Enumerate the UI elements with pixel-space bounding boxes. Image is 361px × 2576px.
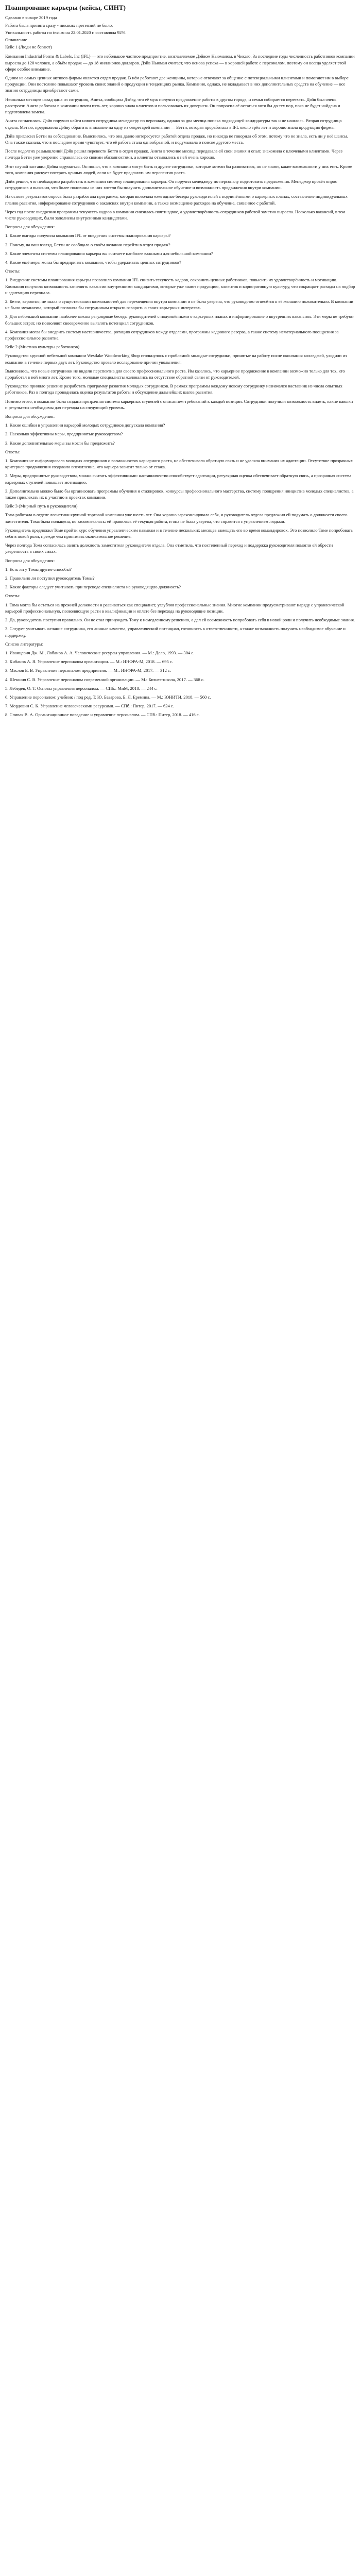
body-paragraph: Ответы: xyxy=(5,593,21,599)
body-paragraph: 4. Какие ещё меры могла бы предпринять компания, чтобы удерживать ценных сотрудников? xyxy=(5,259,181,265)
body-paragraph: Вопросы для обсуждения: xyxy=(5,224,55,230)
document-title: Планирование карьеры (кейсы, СИНТ) xyxy=(5,4,126,11)
body-paragraph: 2. Кибанов А. Я. Управление персоналом организации. — М.: ИНФРА-М, 2018. — 695 с. xyxy=(5,659,173,665)
body-paragraph: Вопросы для обсуждения: xyxy=(5,557,55,563)
meta-line: Сделано в январе 2019 года xyxy=(5,15,57,21)
body-paragraph: 1. Есть ли у Томы другие способы? xyxy=(5,566,72,572)
body-paragraph: На основе результатов опроса была разработана программа, которая включала ежегодные беседы руководителей с подчинёнными о карьерных планах, составление индивидуальных планов развития, информирование сотрудников о вакансиях внутри компании, а также возмещение расходов на обучение, связанное с работой. xyxy=(5,194,348,206)
body-paragraph: 7. Мордовин С. К. Управление человеческими ресурсами. — СПб.: Питер, 2017. — 624 с. xyxy=(5,703,174,709)
body-paragraph: Кейс 2 (Мистика культуры работников) xyxy=(5,344,80,350)
document-body xyxy=(5,53,356,718)
body-paragraph: Кейс 3 (Мирный путь в руководители) xyxy=(5,503,78,509)
meta-line: Кейс 1 (Люди не бегают) xyxy=(5,44,52,50)
meta-line: Уникальность работы по text.ru на 22.01.2020 г. составляла 92%. xyxy=(5,29,127,35)
body-paragraph: Компания Industrial Forms & Labels, Inc (IFL) — это небольшое частное предприятие, возглавляемое Дэйвом Ньюманом, в Чикаго. За последние годы численность работников компании выросла до 120 человек, а объём продаж — до 18 миллионов долларов. Дэйв Ньюман считает, что основа успеха — в хорошей работе с персоналом, поэтому он всегда уделяет этой сфере особое внимание. xyxy=(5,54,355,72)
body-paragraph: 1. Компания не информировала молодых сотрудников о возможностях карьерного роста, не обеспечивала обратную связь и не уделяла внимания их адаптации. Отсутствие прозрачных критериев продвижения создавало впечатление, что карьера зависит только от стажа. xyxy=(5,458,353,470)
body-paragraph: Анита согласилась. Дэйв поручил найти нового сотрудника менеджеру по персоналу, однако за два месяца поиска подходящей кандидатуры так и не нашлось. Вторая сотрудница отдела, Мэтью, предложила Дэйву обратить внимание на одну из секретарей компании — Бетти, которая проработала в IFL около трёх лет и хорошо знала продукцию фирмы. xyxy=(5,118,342,130)
meta-line: Оглавление xyxy=(5,37,27,43)
body-paragraph: 3. Следует учитывать желание сотрудника, его личные качества, управленческий потенциал, готовность к ответственности, а также возможность получить необходимое обучение и поддержку. xyxy=(5,626,346,638)
body-paragraph: 2. Бетти, вероятно, не знала о существовании возможностей для перемещения внутри компании и не была уверена, что руководство отнесётся к её желанию положительно. В компании не было механизма, который позволял бы сотрудникам открыто говорить о своих карьерных интересах. xyxy=(5,298,353,311)
body-paragraph: 8. Спивак В. А. Организационное поведение и управление персоналом. — СПб.: Питер, 2018. — 416 с. xyxy=(5,712,200,718)
body-paragraph: 4. Шекшня С. В. Управление персоналом современной организации. — М.: Бизнес-школа, 2017. — 368 с. xyxy=(5,676,204,682)
body-paragraph: 6. Управление персоналом: учебник / под ред. Т. Ю. Базарова, Б. Л. Еремина. — М.: ЮНИТИ, 2018. — 560 с. xyxy=(5,694,211,700)
body-paragraph: 3. Какие элементы системы планирования карьеры вы считаете наиболее важными для небольшой компании? xyxy=(5,250,213,256)
body-paragraph: 4. Компания могла бы внедрить систему наставничества, ротацию сотрудников между отделами, программы кадрового резерва, а также систему нематериального поощрения за профессиональное развитие. xyxy=(5,329,339,341)
body-paragraph: Руководство приняло решение разработать программу развития молодых сотрудников. В рамках программы каждому новому сотруднику назначался наставник из числа опытных работников. Раз в полгода проводилась оценка результатов работы и обсуждение дальнейших шагов развития. xyxy=(5,383,342,395)
body-paragraph: 1. Какие выгоды получила компания IFL от внедрения системы планирования карьеры? xyxy=(5,233,171,239)
body-paragraph: Дэйв пригласил Бетти на собеседование. Выяснилось, что она давно интересуется работой отдела продаж, но никогда не говорила об этом, потому что не знала, есть ли у неё шансы. Она также сказала, что в последнее время чувствует, что её работа стала однообразной, и подумывала о поиске другого места. xyxy=(5,133,348,145)
body-paragraph: 3. Маслов Е. В. Управление персоналом предприятия. — М.: ИНФРА-М, 2017. — 312 с. xyxy=(5,668,171,673)
body-paragraph: 1. Внедрение системы планирования карьеры позволило компании IFL снизить текучесть кадров, сохранить ценных работников, повысить их удовлетворённость и мотивацию. Компания получила возможность заполнять вакансии внутренними кандидатами, которые уже знают продукцию, клиентов и корпоративную культуру, что сокращает расходы на подбор и адаптацию персонала. xyxy=(5,277,355,295)
body-paragraph: Этот случай заставил Дэйва задуматься. Он понял, что в компании могут быть и другие сотрудники, которые хотели бы развиваться, но не знают, какие возможности у них есть. Кроме того, компания рискует потерять ценных людей, если не будет предлагать им перспектив роста. xyxy=(5,163,352,175)
document-page xyxy=(0,0,361,731)
body-paragraph: 3. Какие дополнительные меры вы могли бы предложить? xyxy=(5,440,115,446)
body-paragraph: Руководство крупной мебельной компании Westlake Woodworking Shop столкнулось с проблемой: молодые сотрудники, принятые на работу после окончания колледжей, уходили из компании в течение первых двух лет. Руководство провело исследование причин увольнения. xyxy=(5,353,347,365)
body-paragraph: Тома работала в отделе логистики крупной торговой компании уже шесть лет. Она хорошо зарекомендовала себя, и руководитель отдела предложил ей подумать о должности своего заместителя. Тома была польщена, но засомневалась: ей нравилась её текущая работа, и она не была уверена, что справится с управлением людьми. xyxy=(5,512,348,524)
body-paragraph: После недолгих размышлений Дэйв решил перевести Бетти в отдел продаж. Анита в течение месяца передавала ей свои знания и опыт, знакомила с ключевыми клиентами. Через полгода Бетти уже уверенно справлялась со своими обязанностями, а клиенты отзывались о ней очень хорошо. xyxy=(5,148,342,160)
body-paragraph: Несколько месяцев назад одна из сотрудниц, Анита, сообщила Дэйву, что её муж получил предложение работы в другом городе, и семья собирается переехать. Дэйв был очень расстроен: Анита работала в компании почти пять лет, хорошо знала клиентов и пользовалась их доверием. Он попросил её остаться хотя бы до тех пор, пока не будет найдена и подготовлена замена. xyxy=(5,96,340,115)
meta-block xyxy=(5,14,356,50)
body-paragraph: 3. Для небольшой компании наиболее важны регулярные беседы руководителей с подчинёнными о карьерных планах и информирование о внутренних вакансиях. Эти меры не требуют больших затрат, но позволяют своевременно выявлять потенциал сотрудников. xyxy=(5,314,354,326)
body-paragraph: 2. Меры, предпринятые руководством, можно считать эффективными: наставничество способствует адаптации, регулярная оценка обеспечивает обратную связь, а прозрачная система карьерных ступеней повышает мотивацию. xyxy=(5,473,352,485)
meta-line: Работа была принята сразу - никаких претензий не было. xyxy=(5,22,113,28)
body-paragraph: 1. Тома могла бы остаться на прежней должности и развиваться как специалист, углубляя профессиональные знания. Многие компании предусматривают наряду с управленческой карьерой профессиональную, позволяющую расти в квалификации и оплате без перехода на руководящие позиции. xyxy=(5,602,345,614)
body-paragraph: Ответы: xyxy=(5,268,21,274)
body-paragraph: 3. Дополнительно можно было бы организовать программы обучения и стажировок, конкурсы профессионального мастерства, систему поощрения инициатив молодых специалистов, а также привлекать их к участию в проектах компании. xyxy=(5,488,354,500)
body-paragraph: 2. Насколько эффективны меры, предпринятые руководством? xyxy=(5,431,123,437)
body-paragraph: Через полгода Тома согласилась занять должность заместителя руководителя отдела. Она отметила, что постепенный переход и поддержка руководителя помогли ей обрести уверенность в своих силах. xyxy=(5,543,333,554)
body-paragraph: Помимо этого, в компании была создана прозрачная система карьерных ступеней с описанием требований к каждой позиции. Сотрудники получили возможность видеть, какие навыки и результаты необходимы для перехода на следующий уровень. xyxy=(5,398,353,410)
body-paragraph: 2. Почему, на ваш взгляд, Бетти не сообщала о своём желании перейти в отдел продаж? xyxy=(5,242,170,247)
body-paragraph: Ответы: xyxy=(5,449,21,454)
body-paragraph: Дэйв решил, что необходимо разработать в компании систему планирования карьеры. Он поручил менеджеру по персоналу подготовить предложения. Менеджер провёл опрос сотрудников и выяснил, что более половины из них хотели бы получить дополнительное обучение и возможность продвижения внутри компании. xyxy=(5,178,337,191)
body-paragraph: Через год после внедрения программы текучесть кадров в компании снизилась почти вдвое, а удовлетворённость сотрудников работой заметно выросла. Несколько вакансий, в том числе руководящих, были заполнены внутренними кандидатами. xyxy=(5,209,346,221)
body-paragraph: 1. Какие ошибки в управлении карьерой молодых сотрудников допускала компания? xyxy=(5,422,165,428)
body-paragraph: 1. Иванцевич Дж. М., Лобанов А. А. Человеческие ресурсы управления. — М.: Дело, 1993. — 304 с. xyxy=(5,650,195,655)
body-paragraph: 2. Правильно ли поступил руководитель Томы? xyxy=(5,575,95,581)
body-paragraph: 2. Да, руководитель поступил правильно. Он не стал принуждать Тому к немедленному решению, а дал ей возможность попробовать себя в новой роли и получить необходимые знания. xyxy=(5,617,355,623)
body-paragraph: Список литературы: xyxy=(5,641,44,647)
body-paragraph: 3. Какие факторы следует учитывать при переводе специалиста на руководящую должность? xyxy=(5,584,181,590)
body-paragraph: Руководитель предложил Томе пройти курс обучения управленческим навыкам и в течение нескольких месяцев замещать его во время командировок. Это позволило Томе попробовать себя в новой роли, прежде чем принимать окончательное решение. xyxy=(5,527,353,539)
body-paragraph: Вопросы для обсуждения: xyxy=(5,414,55,419)
body-paragraph: Выяснилось, что новые сотрудники не видели перспектив для своего профессионального роста. Им казалось, что карьерное продвижение в компании возможно только для тех, кто проработал в ней много лет. Кроме того, молодые специалисты жаловались на отсутствие обратной связи от руководителей. xyxy=(5,368,345,380)
body-paragraph: Одним из самых ценных активов фирмы является отдел продаж. В нём работают две женщины, которые отвечают за общение с потенциальными клиентами и помогают им в выборе продукции. Они постоянно повышают уровень своих знаний о продукции и тенденциях рынка. Компания, однако, не вкладывает в них дополнительных средств на обучение — все знания сотрудницы приобретают сами. xyxy=(5,75,349,93)
body-paragraph: 5. Лебедев, О. Т. Основы управления персоналом. — СПб.: МиМ, 2018. — 244 с. xyxy=(5,685,158,691)
